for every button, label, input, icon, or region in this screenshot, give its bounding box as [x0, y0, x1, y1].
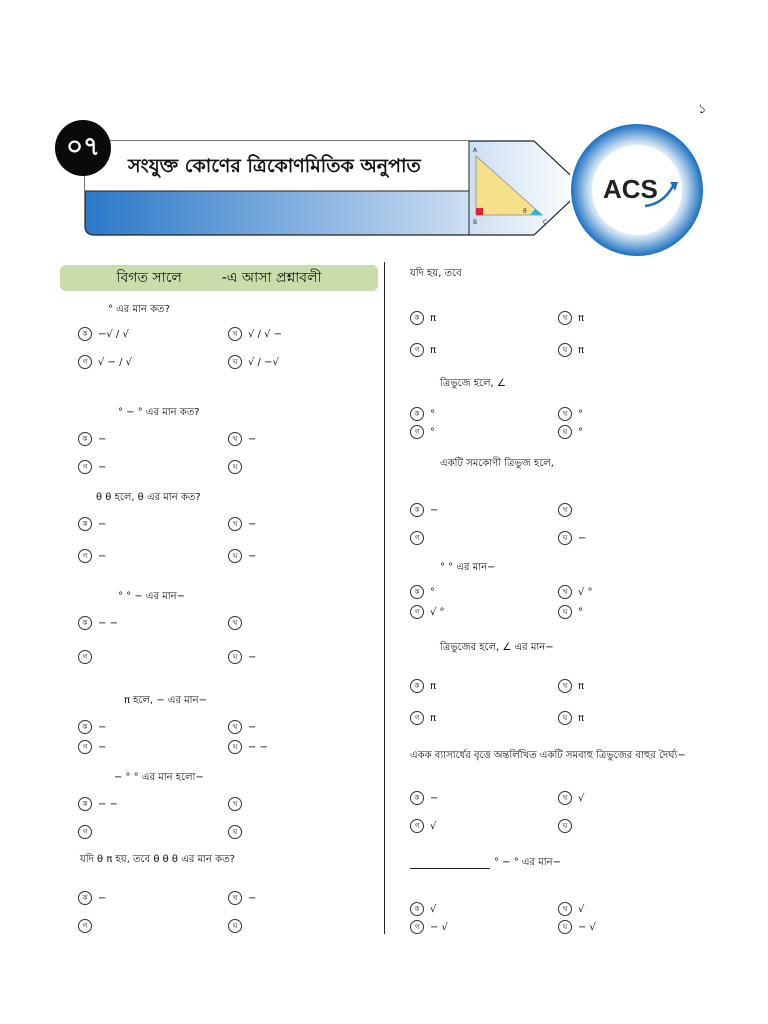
tri-label-b: B: [473, 219, 478, 226]
chapter-title: সংযুক্ত কোণের ত্রিকোণমিতিক অনুপাত: [128, 155, 421, 177]
section-heading: [60, 265, 378, 291]
question: [78, 693, 378, 768]
option[interactable]: ক − −: [78, 616, 228, 630]
question-text: ত্রিভুজে হলে, ∠: [440, 378, 506, 389]
option[interactable]: ঘ − −: [228, 740, 378, 754]
tri-label-c: C: [543, 219, 548, 226]
option[interactable]: গ: [78, 825, 228, 839]
option[interactable]: গ − √: [410, 920, 558, 934]
question: [410, 748, 710, 843]
option[interactable]: গ °: [410, 425, 558, 439]
option[interactable]: খ π: [558, 311, 706, 325]
option[interactable]: গ −: [78, 460, 228, 474]
option[interactable]: ঘ °: [558, 425, 706, 439]
option[interactable]: খ: [558, 503, 706, 517]
option[interactable]: খ √ °: [558, 585, 706, 599]
option[interactable]: ক °: [410, 407, 558, 421]
question: [410, 266, 710, 366]
question: [410, 376, 710, 456]
option[interactable]: গ −: [78, 549, 228, 563]
question-text: যদি হয়, তবে: [410, 268, 462, 279]
option[interactable]: খ −: [228, 720, 378, 734]
option[interactable]: ঘ −: [228, 549, 378, 563]
question-text: একটি সমকোণী ত্রিভুজ হলে,: [440, 458, 554, 469]
question-text: ত্রিভুজের হলে, ∠ এর মান−: [440, 642, 554, 653]
option[interactable]: খ: [228, 797, 378, 811]
tri-label-a: A: [473, 147, 478, 154]
option[interactable]: গ −: [78, 740, 228, 754]
option[interactable]: গ √: [410, 819, 558, 833]
option[interactable]: ক π: [410, 311, 558, 325]
option[interactable]: ক °: [410, 585, 558, 599]
option[interactable]: ঘ: [228, 825, 378, 839]
tri-label-theta: θ: [523, 208, 527, 215]
logo-text: ACS: [603, 174, 658, 204]
option[interactable]: ক π: [410, 679, 558, 693]
question-text: যদি θ π হয়, তবে θ θ θ এর মান কত?: [80, 854, 235, 865]
option[interactable]: ঘ: [558, 819, 706, 833]
option[interactable]: গ: [410, 531, 558, 545]
question: [410, 855, 710, 945]
option[interactable]: ঘ °: [558, 605, 706, 619]
question-text: ° − ° এর মান কত?: [118, 407, 200, 418]
option[interactable]: খ √: [558, 902, 706, 916]
question-text: θ θ হলে, θ এর মান কত?: [96, 492, 201, 503]
left-column: [78, 302, 378, 932]
option[interactable]: ক −√ / √: [78, 327, 228, 341]
question: [78, 490, 378, 585]
option[interactable]: ক −: [410, 503, 558, 517]
question-text: ° এর মান কত?: [108, 304, 170, 315]
question: [410, 640, 710, 740]
option[interactable]: খ −: [228, 432, 378, 446]
option[interactable]: গ: [78, 650, 228, 664]
acs-logo: [565, 122, 705, 262]
option[interactable]: ঘ −: [228, 650, 378, 664]
option[interactable]: ক −: [78, 891, 228, 905]
option[interactable]: খ √ / √ −: [228, 327, 378, 341]
option[interactable]: ঘ − √: [558, 920, 706, 934]
option[interactable]: ক −: [78, 517, 228, 531]
question: [78, 770, 378, 850]
option[interactable]: গ √ °: [410, 605, 558, 619]
option[interactable]: খ π: [558, 679, 706, 693]
chapter-number-badge: ০৭: [55, 120, 111, 176]
option[interactable]: গ π: [410, 711, 558, 725]
question: [78, 302, 378, 397]
option[interactable]: ক √: [410, 902, 558, 916]
section-heading-left: বিগত সালে: [116, 270, 182, 286]
question: [78, 405, 378, 490]
question: [410, 560, 710, 630]
option[interactable]: খ −: [228, 891, 378, 905]
question: [78, 589, 378, 689]
right-column: [410, 266, 710, 945]
option[interactable]: গ π: [410, 343, 558, 357]
question: [78, 852, 378, 932]
option[interactable]: ক − −: [78, 797, 228, 811]
option[interactable]: খ: [228, 616, 378, 630]
option[interactable]: ক −: [78, 720, 228, 734]
question-text: − ° ° এর মান হলো−: [114, 772, 204, 783]
option[interactable]: ক −: [410, 791, 558, 805]
question-text: ° ° − এর মান−: [118, 591, 186, 602]
option[interactable]: ক −: [78, 432, 228, 446]
option[interactable]: ঘ π: [558, 343, 706, 357]
option[interactable]: গ: [78, 919, 228, 933]
fraction-bar: [410, 858, 490, 869]
option[interactable]: খ −: [228, 517, 378, 531]
option[interactable]: খ °: [558, 407, 706, 421]
question-text: ° − ° এর মান−: [494, 857, 562, 868]
question-text: π হলে, − এর মান−: [124, 695, 207, 706]
option[interactable]: ঘ π: [558, 711, 706, 725]
option[interactable]: ঘ √ / −√: [228, 355, 378, 369]
page-number: ১: [698, 102, 707, 117]
option[interactable]: গ √ − / √: [78, 355, 228, 369]
question-text: একক ব্যাসার্ধের বৃত্তে অন্তর্লিখিত একটি সমবাহু ত্রিভুজের বাহুর দৈর্ঘ্য−: [410, 750, 686, 761]
option[interactable]: ঘ −: [558, 531, 706, 545]
column-divider: [384, 262, 385, 934]
question: [410, 456, 710, 556]
option[interactable]: খ √: [558, 791, 706, 805]
option[interactable]: ঘ: [228, 919, 378, 933]
section-heading-right: -এ আসা প্রশ্নাবলী: [221, 270, 322, 286]
question-text: ° ° এর মান−: [440, 562, 496, 573]
option[interactable]: ঘ: [228, 460, 378, 474]
